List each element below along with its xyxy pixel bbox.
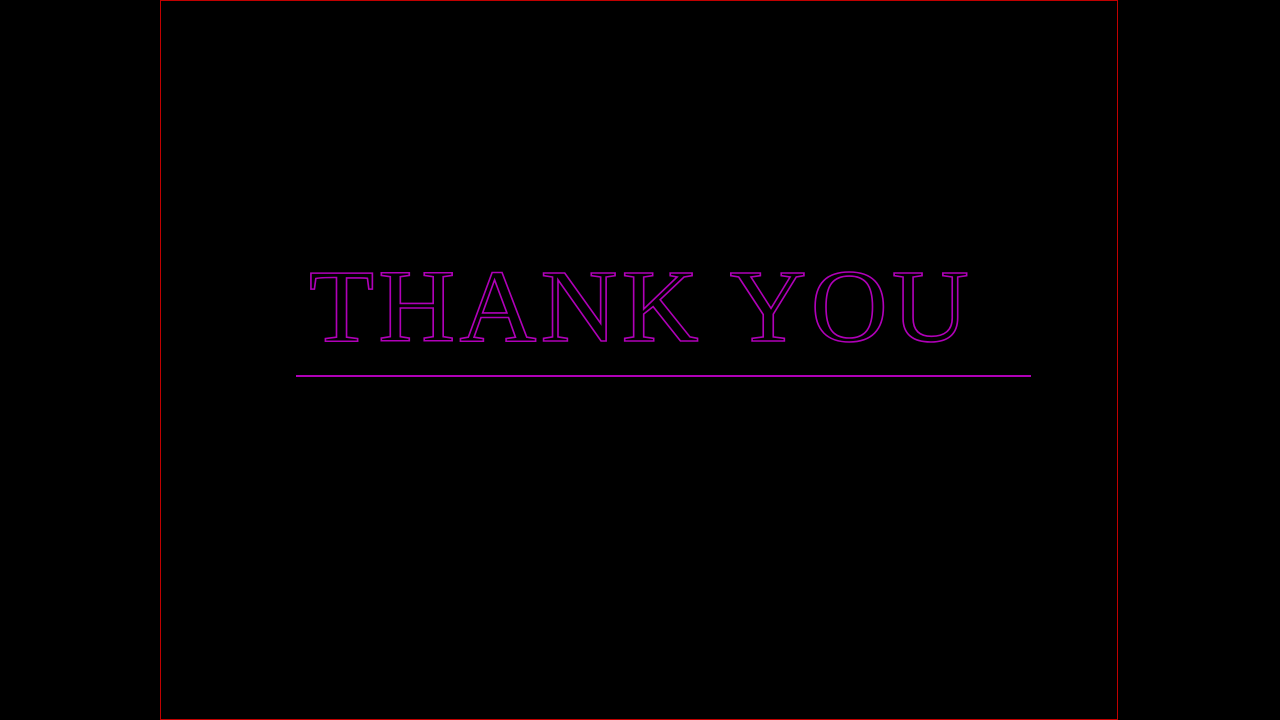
slide-artwork — [161, 1, 1117, 719]
slide-title: THANK YOU — [309, 249, 973, 364]
slide-canvas — [160, 0, 1118, 720]
